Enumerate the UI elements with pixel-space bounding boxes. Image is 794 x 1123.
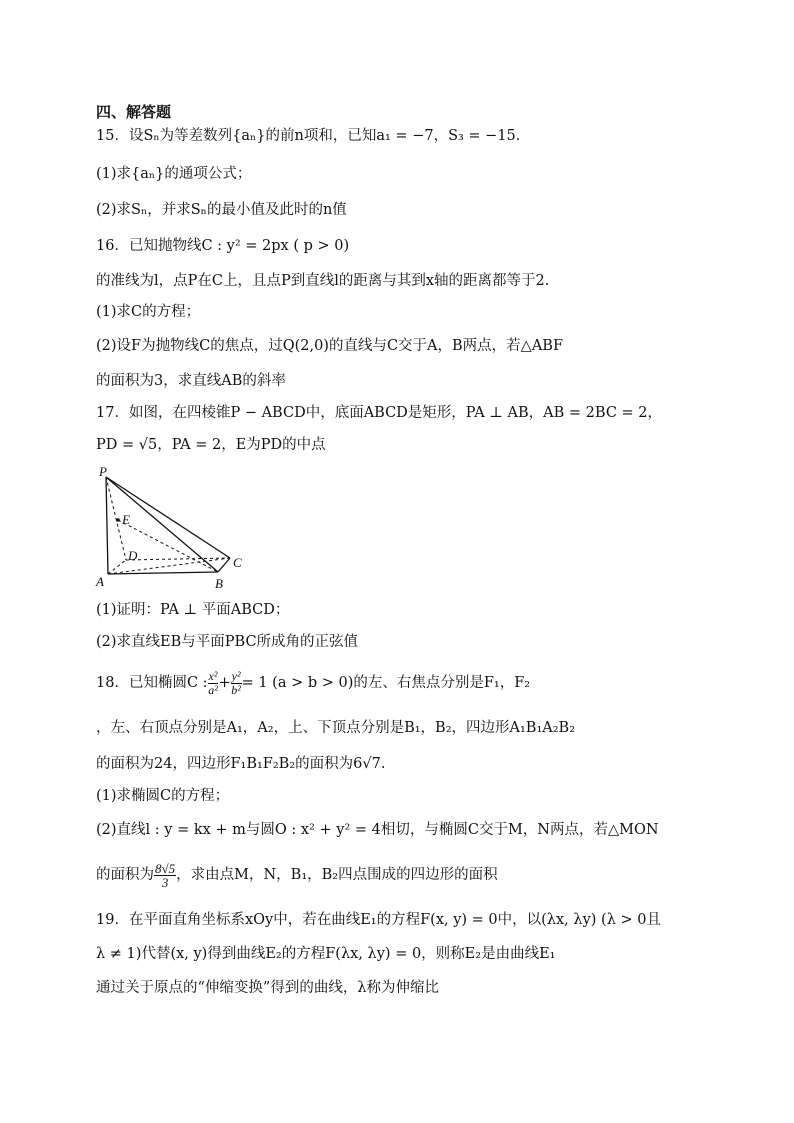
q18-line3: 的面积为24，四边形F₁B₁F₂B₂的面积为6√7. bbox=[96, 756, 386, 772]
section-title: 四、解答题 bbox=[96, 103, 172, 121]
label-E: E bbox=[122, 512, 130, 527]
q18-plus: + bbox=[218, 675, 231, 691]
q16-line2: 的准线为l，点P在C上，且点P到直线l的距离与其到x轴的距离都等于2. bbox=[96, 273, 550, 289]
q18-part2-cont: 的面积为 $\frac{8√5}{3}$ ，求由点M，N，B₁，B₂四点围成的四边形的面积 bbox=[96, 860, 498, 890]
q18-stem bbox=[96, 668, 734, 698]
q19-line1: 19．在平面直角坐标系xOy中，若在曲线E₁的方程F(x, y) = 0中，以(λx, λy) (λ > 0且 bbox=[96, 912, 661, 928]
q18-part2: (2)直线l : y = kx + m与圆O : x² + y² = 4相切，与椭圆C交于M，N两点，若△MON bbox=[96, 822, 659, 838]
q15-stem: 15．设Sₙ为等差数列{aₙ}的前n项和，已知a₁ = −7，S₃ = −15. bbox=[96, 128, 521, 144]
q18-stem-prefix: 18．已知椭圆C : bbox=[96, 675, 208, 691]
label-P: P bbox=[99, 464, 107, 479]
q18-frac-x: $\frac{\text{x²}}{\text{a²}}$ bbox=[208, 668, 218, 697]
label-A: A bbox=[96, 574, 104, 589]
q15-part2: (2)求Sₙ，并求Sₙ的最小值及此时的n值 bbox=[96, 202, 347, 218]
pyramid-figure bbox=[90, 462, 260, 592]
q16-stem: 16．已知抛物线C : y² = 2px ( p > 0) bbox=[96, 238, 350, 254]
q17-line2: PD = √5，PA = 2，E为PD的中点 bbox=[96, 437, 326, 453]
q18-part1: (1)求椭圆C的方程； bbox=[96, 788, 230, 804]
q17-part2: (2)求直线EB与平面PBC所成角的正弦值 bbox=[96, 634, 359, 650]
q19-line3: 通过关于原点的“伸缩变换”得到的曲线，λ称为伸缩比 bbox=[96, 980, 440, 996]
q16-part1: (1)求C的方程； bbox=[96, 304, 201, 320]
label-D: D bbox=[128, 548, 138, 563]
q18-frac-y: $\frac{\text{y²}}{\text{b²}}$ bbox=[231, 668, 241, 697]
label-C: C bbox=[233, 555, 242, 570]
q17-part1: (1)证明：PA ⊥ 平面ABCD； bbox=[96, 602, 290, 618]
q15-part1: (1)求{aₙ}的通项公式； bbox=[96, 166, 252, 182]
q16-part2: (2)设F为抛物线C的焦点，过Q(2,0)的直线与C交于A，B两点，若△ABF bbox=[96, 338, 564, 354]
q16-part2-cont: 的面积为3，求直线AB的斜率 bbox=[96, 373, 286, 389]
label-B: B bbox=[215, 576, 223, 591]
q18-stem-suffix: = 1 (a > b > 0)的左、右焦点分别是F₁，F₂ bbox=[241, 675, 531, 691]
q17-stem: 17．如图，在四棱锥P − ABCD中，底面ABCD是矩形，PA ⊥ AB，AB = 2BC = 2， bbox=[96, 405, 663, 421]
q19-line2: λ ≠ 1)代替(x, y)得到曲线E₂的方程F(λx, λy) = 0，则称E₂是由曲线E₁ bbox=[96, 946, 556, 962]
q18-line2: ，左、右顶点分别是A₁，A₂，上、下顶点分别是B₁，B₂，四边形A₁B₁A₂B₂ bbox=[96, 720, 576, 736]
q18-frac-area: $\frac{8√5}{3}$ bbox=[155, 860, 176, 890]
